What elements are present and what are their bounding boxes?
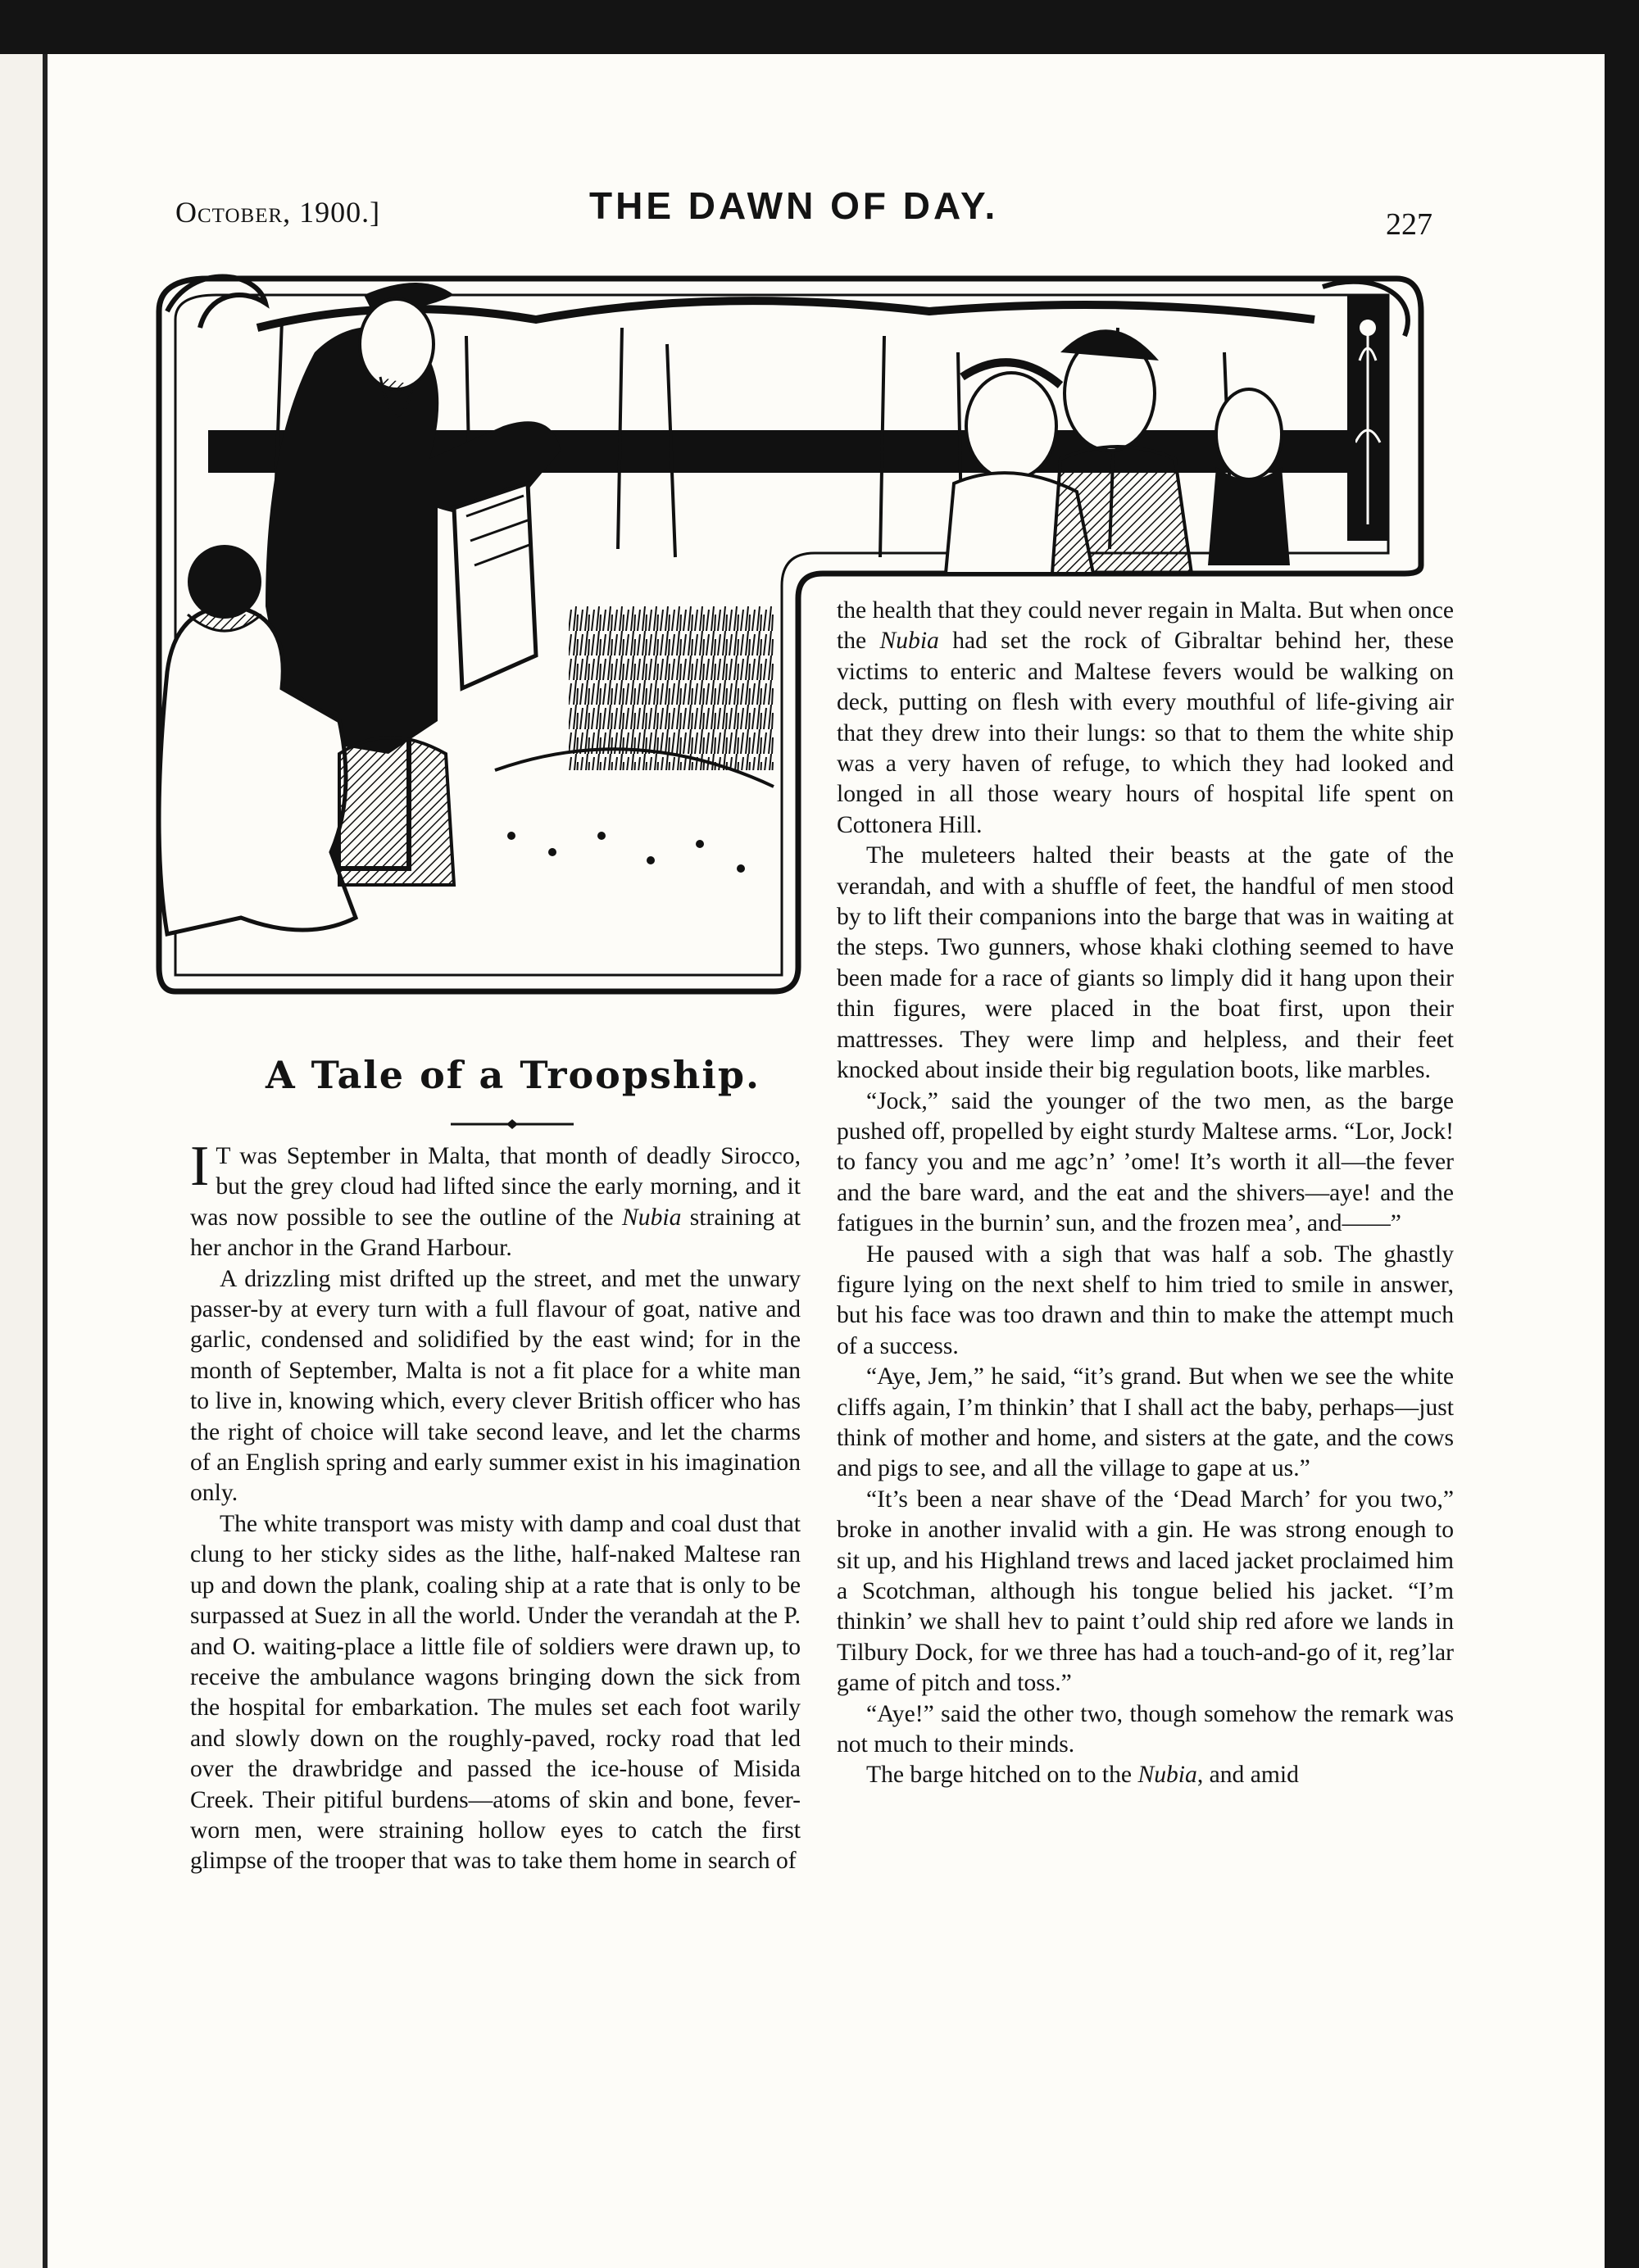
paragraph-text: had set the rock of Gibraltar behind her, these victims to enteric and Maltese fevers would be walking on deck, putting on flesh with every mouthful of life-giving air that they drew into their lungs: so that to them the white ship was a very haven of refuge, to which they had looked and longed in all those weary hours of hospital life spent on Cottonera Hill. (837, 628, 1454, 838)
issue-date: October, 1900.] (175, 196, 381, 229)
drop-cap: I (190, 1135, 210, 1198)
article-column-right (837, 596, 1454, 1791)
ship-name: Nubia (879, 628, 939, 655)
paragraph: “Aye!” said the other two, though somehow the remark was not much to their minds. (837, 1700, 1454, 1758)
paragraph: The muleteers halted their beasts at the gate of the verandah, and with a shuffle of feet, the handful of men stood by to lift their companions into the barge that was in waiting at the steps. Two gunners, whose khaki clothing seemed to have been made for a race of giants so limply did it hang upon their thin figures, were placed in the boat first, upon their mattresses. They were limp and helpless, and their feet knocked about inside their big regulation boots, like marbles. (837, 842, 1454, 1084)
paragraph (190, 1135, 801, 1264)
ship-name: Nubia (1137, 1762, 1197, 1789)
page-number: 227 (1386, 207, 1432, 242)
article-column-left (190, 1135, 801, 1877)
publication-title: THE DAWN OF DAY. (589, 184, 999, 227)
paragraph: The white transport was misty with damp and coal dust that clung to her sticky sides as the lithe, half-naked Maltese ran up and down the plank, coaling ship at a rate that is only to be surpassed at Suez in all the world. Under the verandah at the P. and O. waiting-place a little file of soldiers were drawn up, to receive the ambulance wagons bringing down the sick from the hospital for embarkation. The mules set each foot warily and slowly down on the roughly-paved, rocky road that led over the drawbridge and passed the ice-house of Misida Creek. Their pitiful burdens—atoms of skin and bone, fever-worn men, were straining hollow eyes to catch the first glimpse of the trooper that was to take them home in search of (190, 1510, 801, 1875)
paragraph: A drizzling mist drifted up the street, and met the unwary passer-by at every turn with a full flavour of goat, native and garlic, condensed and solidified by the east wind; for in the month of September, Malta is not a fit place for a white man to live in, knowing which, every clever British officer who has the right of choice will take second leave, and let the charms of an English spring and early summer exist in his imagination only. (190, 1265, 801, 1507)
title-ornament-icon (451, 1119, 574, 1129)
adjacent-page-edge (0, 54, 48, 2268)
paragraph: “Jock,” said the younger of the two men, as the barge pushed off, propelled by eight sturdy Maltese arms. “Lor, Jock! to fancy you and me agc’n’ ’ome! It’s worth it all—the fever and the bare ward, and the eat and the shivers—aye! and the fatigues in the burnin’ sun, and the frozen mea’, and——” (837, 1087, 1454, 1237)
paragraph: He paused with a sigh that was half a sob. The ghastly figure lying on the next shelf to him tried to smile in answer, but his face was too drawn and thin to make the attempt much of a success. (837, 1241, 1454, 1359)
paragraph-text: The barge hitched on to the (866, 1762, 1138, 1789)
paragraph (837, 596, 1454, 841)
article-title: A Tale of a Troopship. (265, 1053, 761, 1097)
paragraph (837, 1760, 1454, 1790)
paragraph-text: T was September in Malta, that month of deadly Sirocco, but the grey cloud had lifted since the early morning, and it was now possible to see the outline of the (190, 1143, 801, 1231)
paragraph: “It’s been a near shave of the ‘Dead March’ for you two,” broke in another invalid with a gin. He was strong enough to sit up, and his Highland trews and laced jacket proclaimed him a Scotchman, although his tongue belied his jacket. “I’m thinkin’ we shall hev to paint t’ould ship red afore we lands in Tilbury Dock, for we three has had a touch-and-go of it, reg’lar game of pitch and toss.” (837, 1486, 1454, 1697)
ship-name: Nubia (622, 1204, 682, 1231)
paragraph-text: , and amid (1196, 1762, 1299, 1789)
paragraph: “Aye, Jem,” he said, “it’s grand. But when we see the white cliffs again, I’m thinkin’ that I shall act the baby, perhaps—just think of mother and home, and sisters at the gate, and the cows and pigs to see, and all the village to gape at us.” (837, 1363, 1454, 1482)
running-header (175, 182, 1432, 242)
paragraph-text: the health that they could never regain in Malta. But when once the (837, 597, 1454, 655)
paragraph-text: straining at her anchor in the Grand Harbour. (190, 1204, 801, 1262)
